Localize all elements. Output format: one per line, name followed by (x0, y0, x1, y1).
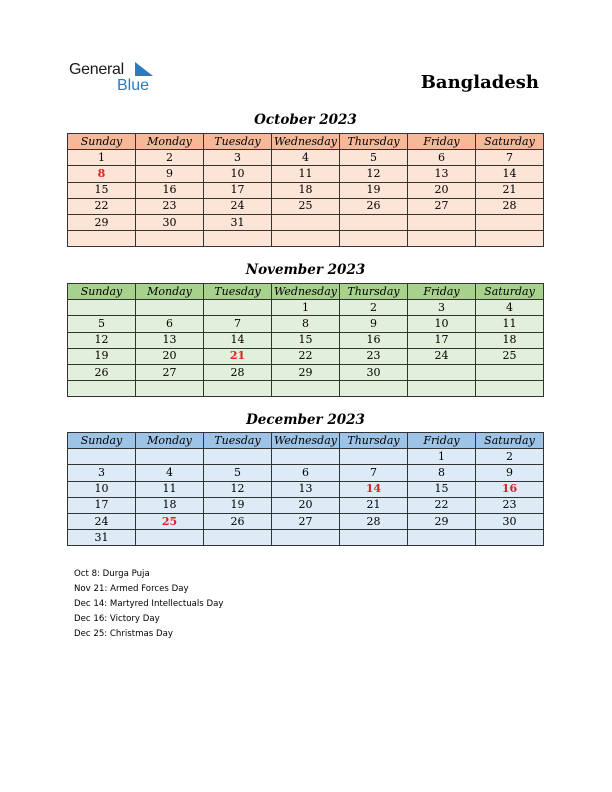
day-cell (476, 231, 544, 247)
day-cell (68, 381, 136, 397)
weekday-header: Sunday (68, 433, 136, 449)
holiday-day-cell: 16 (476, 481, 544, 497)
day-cell: 22 (68, 198, 136, 214)
week-row (68, 150, 544, 166)
day-cell: 4 (476, 300, 544, 316)
day-cell: 27 (272, 513, 340, 529)
week-row (68, 381, 544, 397)
logo (69, 60, 159, 100)
week-row (68, 166, 544, 182)
week-row (68, 231, 544, 247)
day-cell: 29 (68, 214, 136, 230)
day-cell (272, 381, 340, 397)
day-cell: 19 (340, 182, 408, 198)
day-cell: 1 (408, 449, 476, 465)
week-row (68, 530, 544, 546)
day-cell: 18 (476, 332, 544, 348)
day-cell: 11 (476, 316, 544, 332)
day-cell: 13 (272, 481, 340, 497)
day-cell: 23 (136, 198, 204, 214)
month-title-december: December 2023 (246, 412, 365, 428)
day-cell (340, 530, 408, 546)
day-cell: 10 (204, 166, 272, 182)
weekday-header: Saturday (476, 433, 544, 449)
day-cell: 29 (408, 513, 476, 529)
day-cell: 3 (408, 300, 476, 316)
day-cell: 27 (136, 364, 204, 380)
day-cell (136, 381, 204, 397)
weekday-header: Thursday (340, 433, 408, 449)
day-cell: 6 (136, 316, 204, 332)
holiday-item: Dec 16: Victory Day (74, 614, 160, 624)
day-cell: 11 (136, 481, 204, 497)
day-cell: 13 (408, 166, 476, 182)
day-cell: 3 (68, 465, 136, 481)
day-cell: 10 (408, 316, 476, 332)
day-cell: 31 (204, 214, 272, 230)
calendar-december (67, 432, 544, 546)
week-row (68, 214, 544, 230)
day-cell: 26 (204, 513, 272, 529)
day-cell: 13 (136, 332, 204, 348)
day-cell: 9 (340, 316, 408, 332)
day-cell: 7 (476, 150, 544, 166)
holiday-day-cell: 14 (340, 481, 408, 497)
day-cell: 14 (476, 166, 544, 182)
day-cell (476, 381, 544, 397)
day-cell: 18 (136, 497, 204, 513)
weekday-header: Saturday (476, 134, 544, 150)
weekday-header: Thursday (340, 284, 408, 300)
day-cell: 1 (272, 300, 340, 316)
calendar-november (67, 283, 544, 397)
day-cell: 4 (136, 465, 204, 481)
weekday-header: Tuesday (204, 134, 272, 150)
day-cell: 24 (68, 513, 136, 529)
day-cell: 20 (272, 497, 340, 513)
day-cell: 22 (408, 497, 476, 513)
weekday-header: Tuesday (204, 433, 272, 449)
day-cell (136, 530, 204, 546)
holiday-item: Dec 25: Christmas Day (74, 629, 173, 639)
logo-triangle-icon (133, 62, 153, 78)
day-cell: 18 (272, 182, 340, 198)
day-cell (476, 364, 544, 380)
week-row (68, 497, 544, 513)
weekday-header: Monday (136, 433, 204, 449)
weekday-header: Monday (136, 284, 204, 300)
weekday-header: Friday (408, 134, 476, 150)
day-cell: 29 (272, 364, 340, 380)
day-cell (204, 381, 272, 397)
day-cell (136, 300, 204, 316)
day-cell: 20 (408, 182, 476, 198)
day-cell: 26 (340, 198, 408, 214)
day-cell: 30 (136, 214, 204, 230)
week-row (68, 449, 544, 465)
day-cell: 21 (476, 182, 544, 198)
day-cell: 12 (68, 332, 136, 348)
day-cell: 27 (408, 198, 476, 214)
day-cell: 2 (136, 150, 204, 166)
weekday-header: Saturday (476, 284, 544, 300)
day-cell: 1 (68, 150, 136, 166)
weekday-header-row (68, 134, 544, 150)
weekday-header-row (68, 433, 544, 449)
week-row (68, 465, 544, 481)
weekday-header: Sunday (68, 134, 136, 150)
month-title-november: November 2023 (245, 262, 366, 278)
day-cell: 16 (136, 182, 204, 198)
day-cell: 5 (204, 465, 272, 481)
day-cell (204, 300, 272, 316)
weekday-header: Wednesday (272, 284, 340, 300)
day-cell: 21 (340, 497, 408, 513)
week-row (68, 481, 544, 497)
day-cell: 24 (408, 348, 476, 364)
day-cell: 2 (340, 300, 408, 316)
day-cell (136, 449, 204, 465)
day-cell: 8 (272, 316, 340, 332)
logo-text-general: General (69, 61, 124, 78)
day-cell: 22 (272, 348, 340, 364)
day-cell: 17 (408, 332, 476, 348)
week-row (68, 300, 544, 316)
day-cell (136, 231, 204, 247)
day-cell (68, 231, 136, 247)
day-cell: 30 (340, 364, 408, 380)
day-cell: 17 (204, 182, 272, 198)
day-cell: 26 (68, 364, 136, 380)
day-cell (340, 381, 408, 397)
week-row (68, 348, 544, 364)
holiday-item: Oct 8: Durga Puja (74, 569, 150, 579)
day-cell (408, 530, 476, 546)
day-cell (408, 364, 476, 380)
day-cell: 6 (272, 465, 340, 481)
holiday-day-cell: 8 (68, 166, 136, 182)
day-cell (68, 300, 136, 316)
day-cell (408, 214, 476, 230)
weekday-header: Sunday (68, 284, 136, 300)
holiday-item: Nov 21: Armed Forces Day (74, 584, 189, 594)
week-row (68, 332, 544, 348)
weekday-header: Wednesday (272, 134, 340, 150)
day-cell: 12 (204, 481, 272, 497)
month-title-october: October 2023 (254, 112, 357, 128)
day-cell: 17 (68, 497, 136, 513)
day-cell: 31 (68, 530, 136, 546)
day-cell (340, 449, 408, 465)
day-cell (204, 530, 272, 546)
week-row (68, 316, 544, 332)
day-cell (476, 530, 544, 546)
holiday-day-cell: 25 (136, 513, 204, 529)
day-cell: 24 (204, 198, 272, 214)
day-cell: 15 (68, 182, 136, 198)
day-cell: 28 (204, 364, 272, 380)
day-cell: 5 (68, 316, 136, 332)
holiday-list (74, 567, 223, 642)
weekday-header: Wednesday (272, 433, 340, 449)
day-cell (272, 214, 340, 230)
weekday-header: Monday (136, 134, 204, 150)
day-cell (204, 231, 272, 247)
holiday-day-cell: 21 (204, 348, 272, 364)
weekday-header-row (68, 284, 544, 300)
day-cell: 11 (272, 166, 340, 182)
day-cell: 8 (408, 465, 476, 481)
day-cell: 28 (340, 513, 408, 529)
day-cell: 9 (136, 166, 204, 182)
day-cell: 19 (204, 497, 272, 513)
week-row (68, 513, 544, 529)
holiday-item: Dec 14: Martyred Intellectuals Day (74, 599, 224, 609)
day-cell: 3 (204, 150, 272, 166)
day-cell: 6 (408, 150, 476, 166)
day-cell: 10 (68, 481, 136, 497)
day-cell (340, 231, 408, 247)
day-cell: 15 (272, 332, 340, 348)
day-cell (408, 231, 476, 247)
day-cell: 25 (476, 348, 544, 364)
week-row (68, 364, 544, 380)
day-cell: 4 (272, 150, 340, 166)
day-cell: 5 (340, 150, 408, 166)
day-cell (476, 214, 544, 230)
day-cell (408, 381, 476, 397)
day-cell: 14 (204, 332, 272, 348)
weekday-header: Friday (408, 284, 476, 300)
weekday-header: Friday (408, 433, 476, 449)
weekday-header: Tuesday (204, 284, 272, 300)
weekday-header: Thursday (340, 134, 408, 150)
week-row (68, 182, 544, 198)
day-cell (272, 530, 340, 546)
day-cell: 20 (136, 348, 204, 364)
day-cell (340, 214, 408, 230)
day-cell: 23 (476, 497, 544, 513)
day-cell: 16 (340, 332, 408, 348)
day-cell (68, 449, 136, 465)
week-row (68, 198, 544, 214)
logo-text-blue: Blue (117, 77, 150, 94)
day-cell: 25 (272, 198, 340, 214)
day-cell: 30 (476, 513, 544, 529)
calendar-october (67, 133, 544, 247)
day-cell: 9 (476, 465, 544, 481)
day-cell: 7 (340, 465, 408, 481)
country-title: Bangladesh (420, 72, 539, 93)
day-cell: 2 (476, 449, 544, 465)
day-cell: 12 (340, 166, 408, 182)
day-cell (272, 231, 340, 247)
day-cell (204, 449, 272, 465)
day-cell: 23 (340, 348, 408, 364)
day-cell: 15 (408, 481, 476, 497)
day-cell: 19 (68, 348, 136, 364)
day-cell: 28 (476, 198, 544, 214)
day-cell (272, 449, 340, 465)
day-cell: 7 (204, 316, 272, 332)
